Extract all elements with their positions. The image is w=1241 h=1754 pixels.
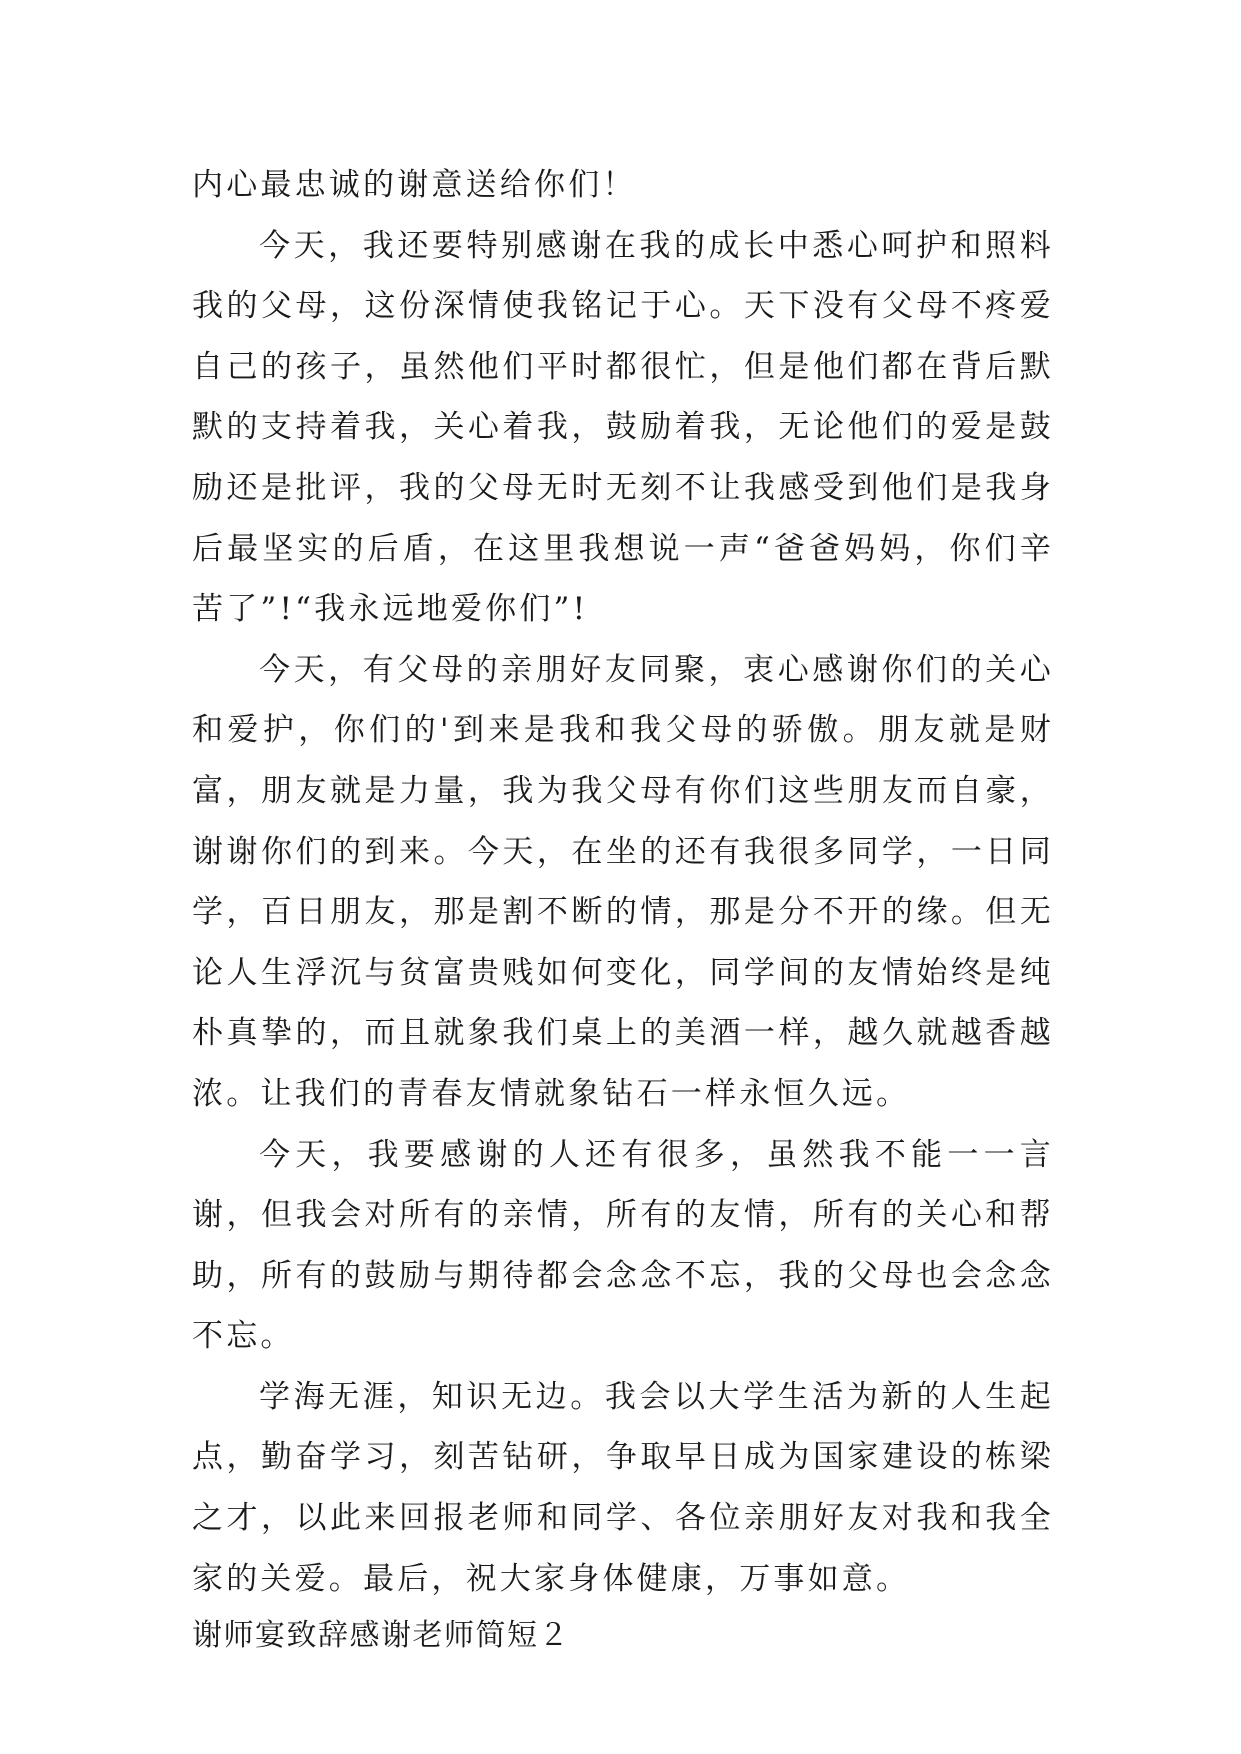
section-heading: 谢师宴致辞感谢老师简短２: [192, 1618, 570, 1654]
paragraph-closing-line: 内心最忠诚的谢意送给你们！: [192, 167, 637, 203]
paragraph-thanks-all: 今天，我要感谢的人还有很多，虽然我不能一一言谢，但我会对所有的亲情，所有的友情，所有的关心和帮助，所有的鼓励与期待都会念念不忘，我的父母也会念念不忘。: [192, 1136, 1054, 1355]
paragraph-thanks-friends: 今天，有父母的亲朋好友同聚，衷心感谢你们的关心和爱护，你们的'到来是我和我父母的骄傲。朋友就是财富，朋友就是力量，我为我父母有你们这些朋友而自豪，谢谢你们的到来。今天，在坐的还有我很多同学，一日同学，百日朋友，那是割不断的情，那是分不开的缘。但无论人生浮沉与贫富贵贱如何变化，同学间的友情始终是纯朴真挚的，而且就象我们桌上的美酒一样，越久就越香越浓。让我们的青春友情就象钻石一样永恒久远。: [192, 651, 1054, 1112]
document-body: [192, 155, 1054, 1663]
paragraph-thanks-parents: 今天，我还要特别感谢在我的成长中悉心呵护和照料我的父母，这份深情使我铭记于心。天下没有父母不疼爱自己的孩子，虽然他们平时都很忙，但是他们都在背后默默的支持着我，关心着我，鼓励着我，无论他们的爱是鼓励还是批评，我的父母无时无刻不让我感受到他们是我身后最坚实的后盾，在这里我想说一声“爸爸妈妈，你们辛苦了”!“我永远地爱你们”!: [192, 227, 1054, 628]
paragraph-future-resolve: 学海无涯，知识无边。我会以大学生活为新的人生起点，勤奋学习，刻苦钻研，争取早日成为国家建设的栋梁之才，以此来回报老师和同学、各位亲朋好友对我和我全家的关爱。最后，祝大家身体健康，万事如意。: [192, 1378, 1054, 1597]
